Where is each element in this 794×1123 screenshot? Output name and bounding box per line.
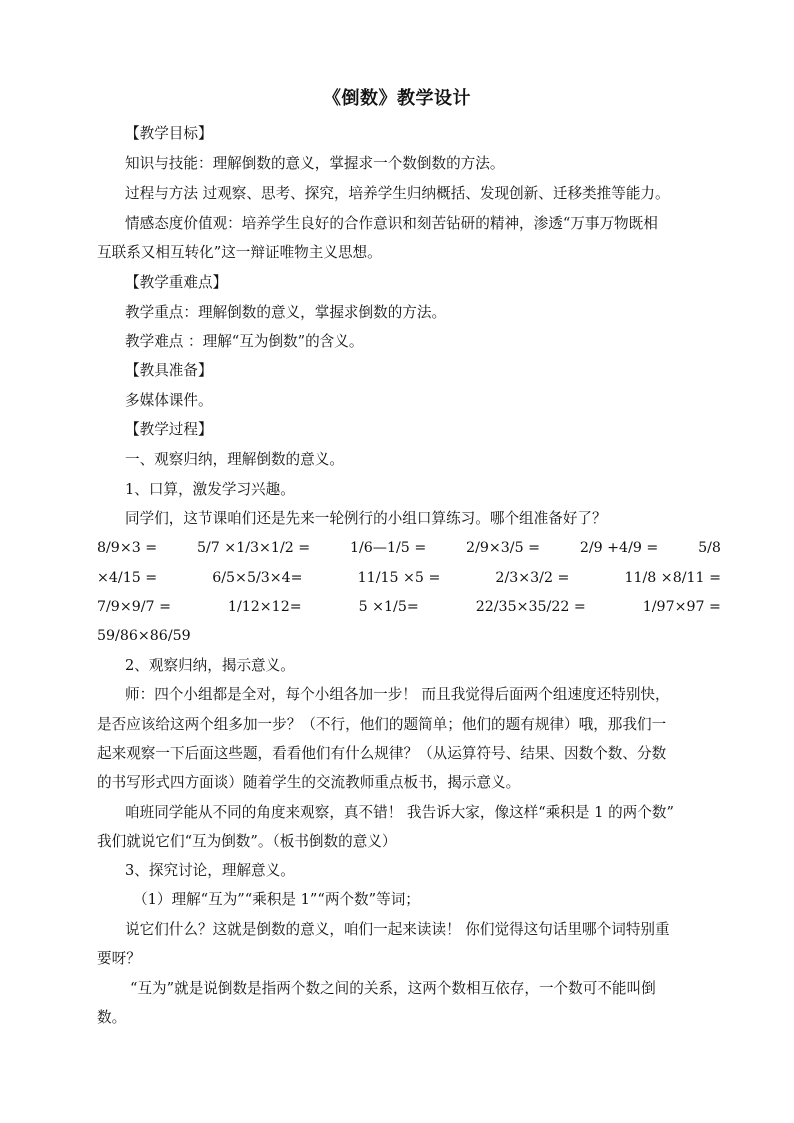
step3-paragraph-2-line-1: “互为”就是说倒数是指两个数之间的关系，这两个数相互依存，一个数可不能叫倒 (130, 980, 656, 997)
step3-paragraph-1-line-1: 说它们什么？这就是倒数的意义，咱们一起来读读！ 你们觉得这句话里哪个词特别重 (125, 921, 670, 938)
calc-item: 7/9×9/7 = (97, 599, 171, 615)
calc-item: 5/7 ×1/3×1/2 = (196, 540, 311, 556)
calc-row-2 (97, 567, 721, 589)
step1-text: 同学们，这节课咱们还是先来一轮例行的小组口算练习。哪个组准备好了？ (125, 510, 607, 527)
calc-item: 2/3×3/2 = (495, 570, 570, 586)
calc-item: 11/8 ×8/11 = (624, 570, 721, 586)
calc-row-3 (97, 596, 721, 618)
materials-heading: 【教具准备】 (125, 362, 213, 379)
step3-paragraph-1-line-2: 要呀？ (97, 950, 141, 967)
process-heading: 【教学过程】 (125, 421, 213, 438)
calc-last: 59/86×86/59 (97, 628, 191, 644)
calc-item: 8/9×3 = (97, 540, 158, 556)
objectives-heading: 【教学目标】 (125, 125, 213, 142)
step2-paragraph-1-line-4: 的书写形式四方面谈）随着学生的交流教师重点板书，揭示意义。 (97, 774, 521, 791)
calc-item: 5/8 (698, 540, 721, 556)
calc-item: 2/9×3/5 = (466, 540, 540, 556)
document-title: 《倒数》教学设计 (323, 88, 471, 109)
step1-heading: 1、口算，激发学习兴趣。 (125, 481, 295, 498)
step2-paragraph-2-line-1: 咱班同学能从不同的角度来观察，真不错！ 我告诉大家，像这样“乘积是 1 的两个数” (125, 804, 674, 821)
emotion-text-line-2: 互联系又相互转化”这一辩证唯物主义思想。 (97, 244, 382, 261)
calc-item: 6/5×5/3×4= (212, 570, 303, 586)
key-points-heading: 【教学重难点】 (125, 274, 228, 291)
calc-item: 22/35×35/22 = (475, 599, 586, 615)
calc-item: ×4/15 = (97, 570, 158, 586)
step2-paragraph-1-line-1: 师：四个小组都是全对，每个小组各加一步！ 而且我觉得后面两个组速度还特别快， (125, 686, 670, 703)
process-method-text: 过程与方法 过观察、思考、探究，培养学生归纳概括、发现创新、迁移类推等能力。 (125, 185, 670, 202)
step3-paragraph-2-line-2: 数。 (97, 1009, 127, 1026)
step3-sub1: （1）理解“互为”“乘积是 1”“两个数”等词； (133, 891, 420, 908)
step2-heading: 2、观察归纳，揭示意义。 (125, 657, 295, 674)
calc-item: 5 ×1/5= (358, 599, 419, 615)
step2-paragraph-1-line-2: 是否应该给这两个组多加一步？（不行，他们的题简单；他们的题有规律）哦，那我们一 (97, 716, 667, 733)
step2-paragraph-1-line-3: 起来观察一下后面这些题，看看他们有什么规律？（从运算符号、结果、因数个数、分数 (97, 745, 667, 762)
emotion-text-line-1: 情感态度价值观：培养学生良好的合作意识和刻苦钻研的精神，渗透“万事万物既相 (125, 215, 658, 232)
calc-item: 11/15 ×5 = (357, 570, 441, 586)
calc-item: 2/9 +4/9 = (579, 540, 659, 556)
knowledge-skill-text: 知识与技能：理解倒数的意义，掌握求一个数倒数的方法。 (125, 155, 505, 172)
calc-item: 1/6—1/5 = (349, 540, 427, 556)
step2-paragraph-2-line-2: 我们就说它们“互为倒数”。（板书倒数的意义） (97, 833, 397, 850)
calc-item: 1/12×12= (227, 599, 302, 615)
calc-item: 1/97×97 = (642, 599, 721, 615)
key-point-text: 教学重点：理解倒数的意义，掌握求倒数的方法。 (125, 304, 447, 321)
step3-heading: 3、探究讨论，理解意义。 (125, 862, 295, 879)
difficulty-text: 教学难点 ：理解“互为倒数”的含义。 (125, 333, 364, 350)
materials-text: 多媒体课件。 (125, 392, 213, 409)
part1-heading: 一、观察归纳，理解倒数的意义。 (125, 451, 344, 468)
calc-row-1 (97, 537, 721, 559)
